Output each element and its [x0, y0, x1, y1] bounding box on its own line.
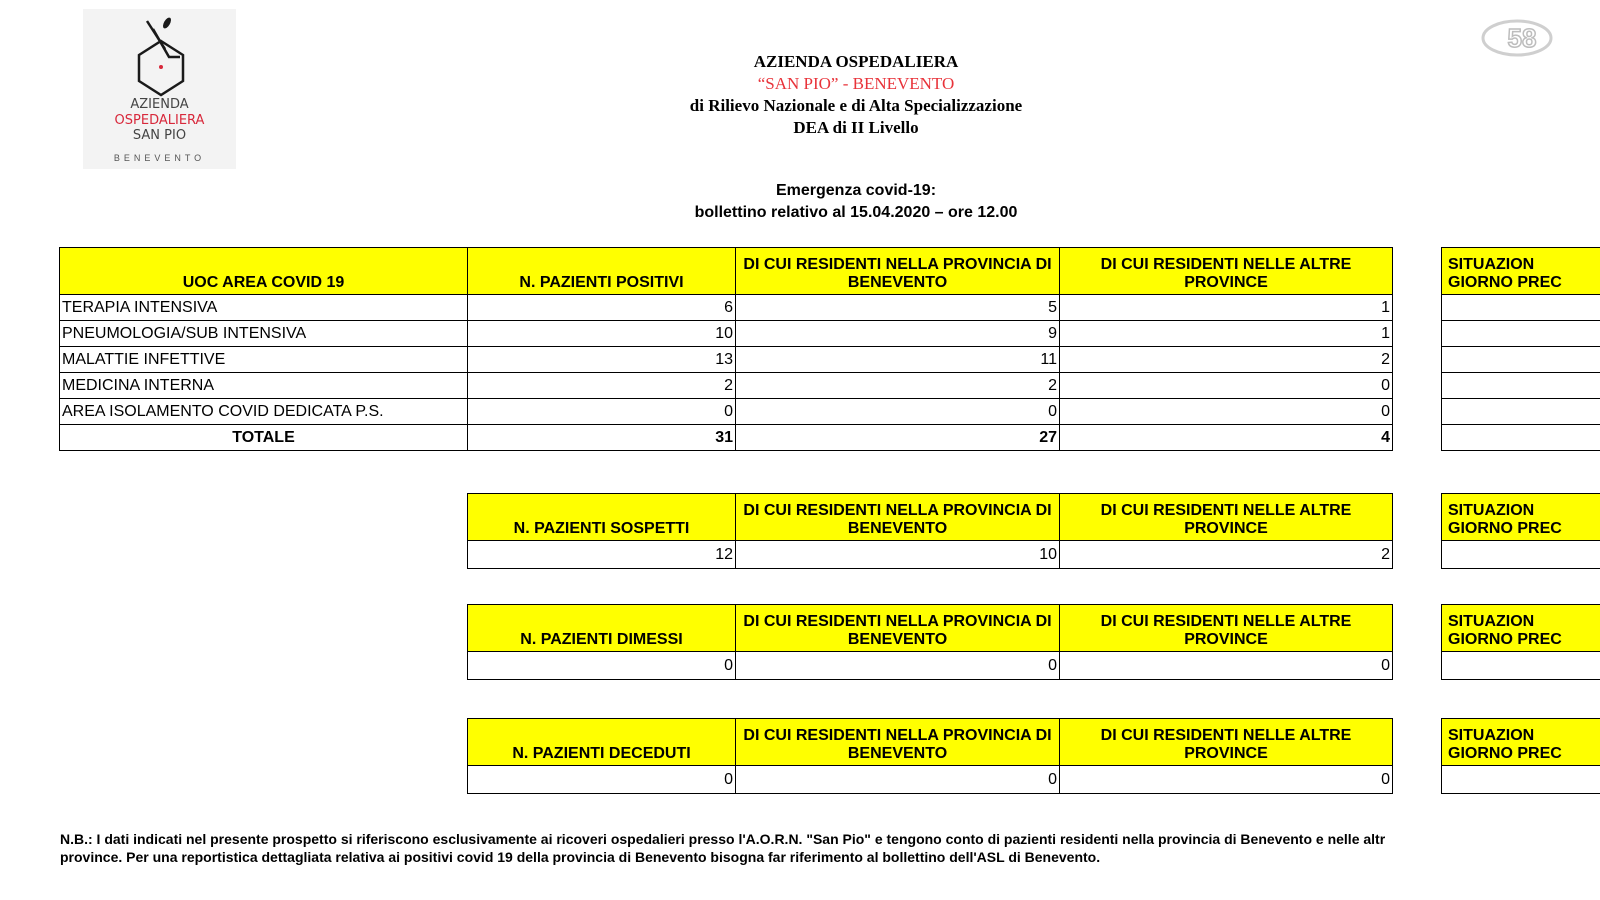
- previous-day-header-line-2: GIORNO PREC: [1448, 631, 1562, 648]
- document-header: [600, 51, 1112, 139]
- suspected-patients-table: [467, 493, 1393, 569]
- footnote: [60, 830, 1600, 866]
- previous-day-header-line-1: SITUAZION: [1448, 613, 1535, 630]
- previous-day-cell: [1442, 373, 1600, 399]
- previous-day-cell: [1442, 766, 1600, 794]
- value-cell: 2: [736, 373, 1060, 399]
- header-line-1: AZIENDA OSPEDALIERA: [753, 52, 959, 71]
- previous-day-cell: [1442, 347, 1600, 373]
- table-row: [468, 652, 1393, 680]
- table-header-row: [468, 719, 1393, 766]
- value-cell: 0: [736, 652, 1060, 680]
- footnote-line-2: province. Per una reportistica dettagliata relativa ai positivi covid 19 della provincia di Benevento bisogna far riferimento al bollettino dell'ASL di Benevento.: [60, 849, 1101, 865]
- header-cell: DI CUI RESIDENTI NELLA PROVINCIA DI BENEVENTO: [736, 494, 1060, 541]
- value-cell: 0: [468, 399, 736, 425]
- ward-name-cell: TERAPIA INTENSIVA: [60, 295, 468, 321]
- previous-day-cell: [1442, 295, 1600, 321]
- header-line-2: “SAN PIO” - BENEVENTO: [757, 74, 955, 93]
- discharged-patients-table: [467, 604, 1393, 680]
- value-cell: 12: [468, 541, 736, 569]
- value-cell: 11: [736, 347, 1060, 373]
- value-cell: 0: [1060, 399, 1393, 425]
- header-cell: N. PAZIENTI DIMESSI: [468, 605, 736, 652]
- ward-name-cell: MALATTIE INFETTIVE: [60, 347, 468, 373]
- value-cell: 5: [736, 295, 1060, 321]
- previous-day-table: [1441, 604, 1600, 680]
- header-cell: N. PAZIENTI SOSPETTI: [468, 494, 736, 541]
- channel-logo-icon: [1480, 17, 1554, 59]
- previous-day-cell: [1442, 425, 1600, 451]
- previous-day-header-line-1: SITUAZION: [1448, 727, 1535, 744]
- previous-day-header-line-2: GIORNO PREC: [1448, 274, 1562, 291]
- previous-day-table: [1441, 718, 1600, 794]
- value-cell: 10: [468, 321, 736, 347]
- value-cell: 0: [468, 652, 736, 680]
- previous-day-header-line-1: SITUAZION: [1448, 502, 1535, 519]
- previous-day-table: [1441, 493, 1600, 569]
- total-value-cell: 31: [468, 425, 736, 451]
- subtitle-line-1: Emergenza covid-19:: [775, 182, 937, 199]
- deceased-patients-table: [467, 718, 1393, 794]
- table-row: [60, 347, 1393, 373]
- previous-day-cell: [1442, 321, 1600, 347]
- value-cell: 6: [468, 295, 736, 321]
- table-row: [60, 399, 1393, 425]
- total-label-cell: TOTALE: [60, 425, 468, 451]
- header-cell: N. PAZIENTI POSITIVI: [468, 248, 736, 295]
- table-header-row: [60, 248, 1393, 295]
- value-cell: 2: [1060, 347, 1393, 373]
- logo-text-azienda: AZIENDA: [130, 97, 189, 112]
- previous-day-header: [1442, 605, 1600, 652]
- previous-day-table: [1441, 247, 1600, 451]
- header-cell: DI CUI RESIDENTI NELLA PROVINCIA DI BENEVENTO: [736, 605, 1060, 652]
- previous-day-cell: [1442, 652, 1600, 680]
- header-line-3: di Rilievo Nazionale e di Alta Specializzazione: [689, 96, 1023, 115]
- table-header-row: [468, 494, 1393, 541]
- value-cell: 0: [736, 399, 1060, 425]
- positive-patients-table: [59, 247, 1393, 451]
- table-row: [60, 295, 1393, 321]
- header-cell: N. PAZIENTI DECEDUTI: [468, 719, 736, 766]
- value-cell: 1: [1060, 295, 1393, 321]
- value-cell: 10: [736, 541, 1060, 569]
- total-value-cell: 27: [736, 425, 1060, 451]
- header-cell: DI CUI RESIDENTI NELLE ALTRE PROVINCE: [1060, 719, 1393, 766]
- previous-day-header: [1442, 248, 1600, 295]
- previous-day-cell: [1442, 399, 1600, 425]
- previous-day-cell: [1442, 541, 1600, 569]
- value-cell: 0: [1060, 652, 1393, 680]
- value-cell: 0: [1060, 766, 1393, 794]
- value-cell: 2: [1060, 541, 1393, 569]
- header-cell: DI CUI RESIDENTI NELLA PROVINCIA DI BENEVENTO: [736, 719, 1060, 766]
- value-cell: 13: [468, 347, 736, 373]
- value-cell: 0: [468, 766, 736, 794]
- table-header-row: [468, 605, 1393, 652]
- footnote-line-1: N.B.: I dati indicati nel presente prospetto si riferiscono esclusivamente ai ricoveri ospedalieri presso l'A.O.R.N. "San Pio" e tengono conto di pazienti residenti nella provincia di Benevento e nelle altr: [60, 831, 1386, 847]
- previous-day-header-line-2: GIORNO PREC: [1448, 745, 1562, 762]
- value-cell: 0: [736, 766, 1060, 794]
- value-cell: 1: [1060, 321, 1393, 347]
- value-cell: 2: [468, 373, 736, 399]
- table-row: [468, 766, 1393, 794]
- total-row: [60, 425, 1393, 451]
- value-cell: 0: [1060, 373, 1393, 399]
- logo-text-san-pio: SAN PIO: [132, 128, 187, 143]
- header-cell: DI CUI RESIDENTI NELLE ALTRE PROVINCE: [1060, 494, 1393, 541]
- ward-name-cell: AREA ISOLAMENTO COVID DEDICATA P.S.: [60, 399, 468, 425]
- logo-text-ospedaliera: OSPEDALIERA: [114, 113, 205, 128]
- channel-logo-text: 58: [1507, 23, 1537, 53]
- hexagon-logo-icon: [83, 9, 236, 99]
- header-cell: UOC AREA COVID 19: [60, 248, 468, 295]
- header-line-4: DEA di II Livello: [793, 118, 919, 137]
- subtitle-line-2: bollettino relativo al 15.04.2020 – ore 12.00: [694, 204, 1018, 221]
- previous-day-header: [1442, 494, 1600, 541]
- table-row: [60, 321, 1393, 347]
- bulletin-subtitle: [600, 180, 1112, 224]
- table-row: [60, 373, 1393, 399]
- ward-name-cell: PNEUMOLOGIA/SUB INTENSIVA: [60, 321, 468, 347]
- ward-name-cell: MEDICINA INTERNA: [60, 373, 468, 399]
- previous-day-header: [1442, 719, 1600, 766]
- hospital-logo: [83, 9, 236, 169]
- table-row: [468, 541, 1393, 569]
- total-value-cell: 4: [1060, 425, 1393, 451]
- value-cell: 9: [736, 321, 1060, 347]
- logo-text-benevento: BENEVENTO: [113, 153, 206, 163]
- header-cell: DI CUI RESIDENTI NELLA PROVINCIA DI BENEVENTO: [736, 248, 1060, 295]
- header-cell: DI CUI RESIDENTI NELLE ALTRE PROVINCE: [1060, 605, 1393, 652]
- previous-day-header-line-1: SITUAZION: [1448, 256, 1535, 273]
- previous-day-header-line-2: GIORNO PREC: [1448, 520, 1562, 537]
- header-cell: DI CUI RESIDENTI NELLE ALTRE PROVINCE: [1060, 248, 1393, 295]
